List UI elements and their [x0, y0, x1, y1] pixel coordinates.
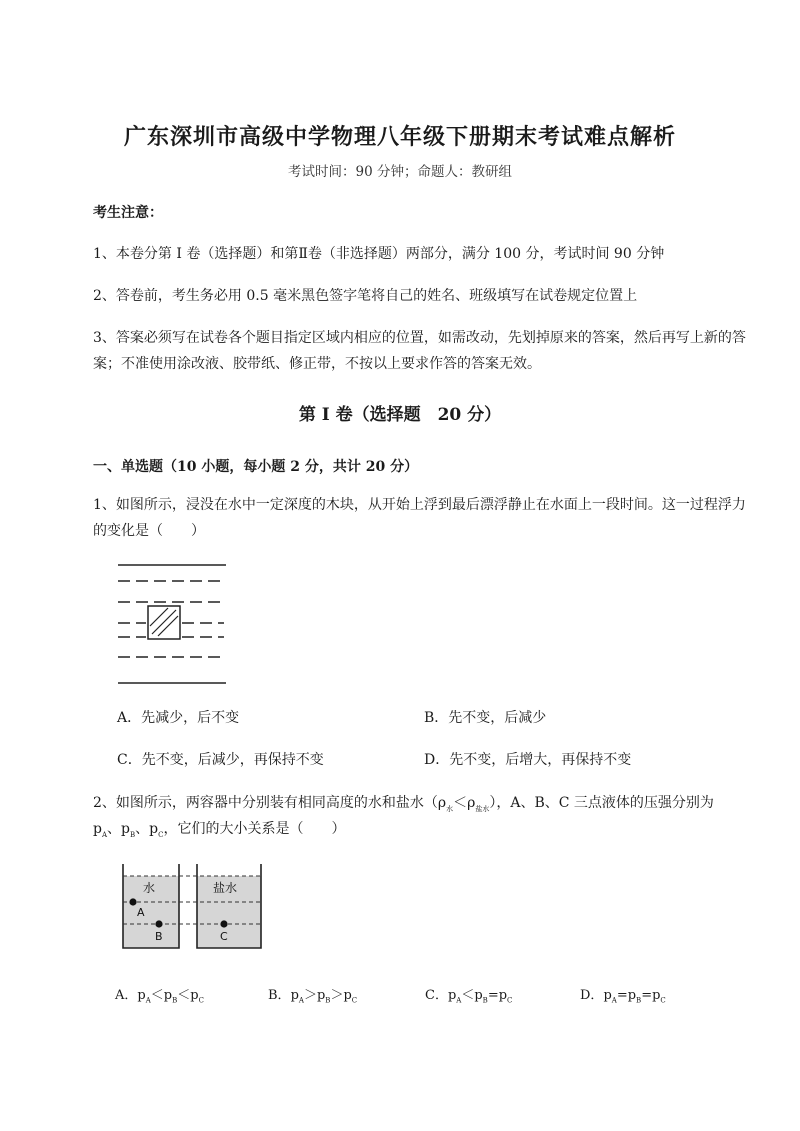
q2-option-d[interactable]: D．$p_A=p_B=p_C$ [580, 988, 666, 1005]
wooden-block [148, 606, 180, 639]
point-a-dot [129, 898, 136, 905]
notice-item-3: 3、答案必须写在试卷各个题目指定区域内相应的位置，如需改动，先划掉原来的答案，然后再写上新的答案；不准使用涂改液、胶带纸、修正带，不按以上要求作答的答案无效。 [93, 330, 746, 372]
water-label: 水 [143, 881, 156, 895]
section-title: 第 I 卷（选择题 20 分） [298, 405, 502, 425]
point-b-dot [155, 920, 162, 927]
containers-figure [115, 862, 270, 954]
exam-subtitle: 考试时间：90 分钟；命题人：教研组 [288, 164, 512, 180]
notice-item-1: 1、本卷分第 I 卷（选择题）和第Ⅱ卷（非选择题）两部分，满分 100 分，考试时间 90 分钟 [93, 246, 665, 262]
q1-option-c[interactable]: C．先不变，后减少，再保持不变 [117, 752, 324, 768]
notice-item-2: 2、答卷前，考生务必用 0.5 毫米黑色签字笔将自己的姓名、班级填写在试卷规定位置上 [93, 288, 638, 304]
question-2-stem-line2: $p_A$、$p_B$、$p_C$，它们的大小关系是（ ） [93, 821, 346, 839]
point-a-label: A [137, 906, 145, 919]
notice-heading: 考生注意： [93, 205, 163, 221]
question-2-stem: 2、如图所示，两容器中分别装有相同高度的水和盐水$(\rho_水<\rho_{盐水})$，A、B、C 三点液体的压强分别为 [93, 795, 714, 813]
q1-option-d[interactable]: D．先不变，后增大，再保持不变 [424, 752, 632, 768]
page-title: 广东深圳市高级中学物理八年级下册期末考试难点解析 [123, 124, 676, 150]
point-c-label: C [220, 930, 228, 943]
q2-option-b[interactable]: B．$p_A>p_B>p_C$ [268, 988, 358, 1005]
q1-option-a[interactable]: A．先减少，后不变 [117, 710, 240, 726]
q1-option-b[interactable]: B．先不变，后减少 [424, 710, 547, 726]
q2-option-c[interactable]: C．$p_A<p_B=p_C$ [425, 988, 513, 1005]
point-c-dot [220, 920, 227, 927]
point-b-label: B [155, 930, 163, 943]
floating-block-figure [110, 560, 235, 690]
question-group-title: 一、单选题（10 小题，每小题 2 分，共计 20 分） [93, 459, 419, 475]
question-1-stem: 1、如图所示，浸没在水中一定深度的木块，从开始上浮到最后漂浮静止在水面上一段时间。这一过程浮力的变化是（ ） [93, 497, 746, 539]
salt-water-label: 盐水 [213, 881, 238, 895]
q2-option-a[interactable]: A．$p_A<p_B<p_C$ [115, 988, 204, 1005]
